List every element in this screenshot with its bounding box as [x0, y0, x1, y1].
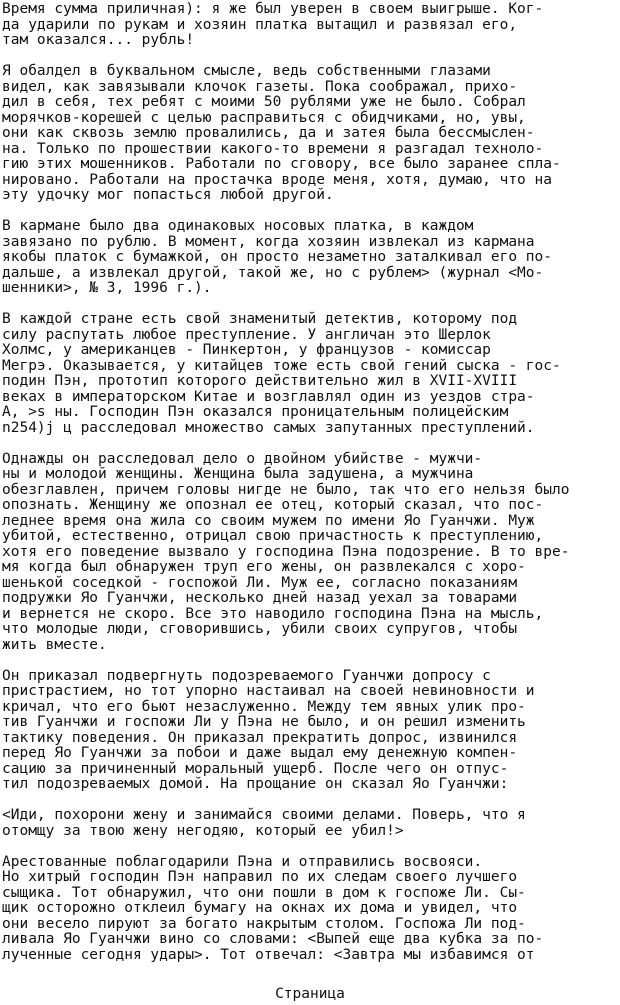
paragraph-gap: [2, 204, 620, 220]
text-line: n254)j ц расследовал множество самых запутанных преступлений.: [2, 419, 535, 436]
text-line: веках в императорском Китае и возглавлял один из уездов стра-: [2, 388, 535, 405]
text-line: пристрастием, но тот упорно настаивал на своей невиновности и: [2, 683, 535, 699]
text-line: сыщика. Тот обнаружил, что они пошли в дом к госпоже Ли. Сы-: [2, 884, 526, 901]
text-line: Однажды он расследовал дело о двойном убийстве - мужчи-: [2, 450, 483, 467]
text-line: завязано по рублю. В момент, когда хозяин извлекал из кармана: [2, 233, 535, 250]
text-line: шенькой соседкой - госпожой Ли. Муж ее, согласно показаниям: [2, 574, 518, 591]
text-line: тил подозреваемых домой. На прощание он сказал Яо Гуанчжи:: [2, 776, 509, 792]
text-line: опознать. Женщину же опознал ее отец, который сказал, что пос-: [2, 497, 544, 513]
text-line: обезглавлен, причем головы нигде не было, так что его нельзя было: [2, 481, 570, 498]
text-line: тактику поведения. Он приказал прекратить допрос, извинился: [2, 729, 518, 746]
text-line: дил в себя, тех ребят с моими 50 рублями уже не было. Собрал: [2, 94, 526, 110]
text-line: тив Гуанчжи и госпожи Ли у Пэна не было, и он решил изменить: [2, 714, 526, 730]
text-line: силу распутать любое преступление. У англичан это Шерлок: [2, 326, 491, 343]
text-line: убитой, естественно, отрицал свою причастность к преступлению,: [2, 528, 544, 544]
paragraph-gap: [2, 49, 620, 65]
text-line: мя когда был обнаружен труп его жены, он развлекался с хоро-: [2, 559, 526, 575]
text-line: щик осторожно отклеил бумагу на окнах их дома и увидел, что: [2, 900, 518, 916]
text-line: на. Только по прошествии какого-то времени я разгадал техноло-: [2, 140, 544, 157]
text-line: Арестованные поблагодарили Пэна и отправились восвояси.: [2, 853, 483, 870]
text-line: жить вместе.: [2, 636, 107, 653]
text-line: ны и молодой женщины. Женщина была задушена, а мужчина: [2, 466, 474, 482]
text-line: Я обалдел в буквальном смысле, ведь собственными глазами: [2, 63, 491, 79]
text-line: В кармане было два одинаковых носовых платка, в каждом: [2, 218, 474, 234]
text-line: Но хитрый господин Пэн направил по их следам своего лучшего: [2, 869, 518, 885]
document-body: [2, 2, 620, 963]
text-line: отомщу за твою жену негодяю, который ее убил!>: [2, 822, 404, 839]
text-line: там оказался... рубль!: [2, 32, 195, 48]
text-line: перед Яо Гуанчжи за побои и даже выдал ему денежную компен-: [2, 745, 518, 761]
text-line: А, >s ны. Господин Пэн оказался проницательным полицейским: [2, 404, 509, 420]
page-footer: Страница: [275, 986, 345, 1002]
text-line: да ударили по рукам и хозяин платка вытащил и развязал его,: [2, 16, 518, 33]
text-line: шенники>, № 3, 1996 г.).: [2, 280, 212, 296]
text-line: они как сквозь землю провалились, да и затея была бессмыслен-: [2, 125, 535, 141]
text-line: ливала Яо Гуанчжи вино со словами: <Выпей еще два кубка за по-: [2, 931, 544, 947]
paragraph-gap: [2, 436, 620, 452]
text-line: <Иди, похорони жену и занимайся своими делами. Поверь, что я: [2, 807, 526, 823]
text-line: хотя его поведение вызвало у господина Пэна подозрение. В то вре-: [2, 543, 570, 560]
text-line: лученные сегодня удары>. Тот отвечал: <Завтра мы избавимся от: [2, 946, 535, 963]
text-line: эту удочку мог попасться любой другой.: [2, 187, 334, 203]
text-line: леднее время она жила со своим мужем по имени Яо Гуанчжи. Муж: [2, 512, 535, 529]
text-line: морячков-корешей с целью расправиться с обидчиками, но, увы,: [2, 109, 526, 126]
text-line: кричал, что его бьют незаслуженно. Между тем явных улик про-: [2, 698, 526, 715]
text-line: нировано. Работали на простачка вроде меня, хотя, думаю, что на: [2, 171, 552, 188]
text-line: якобы платок с бумажкой, он просто незаметно заталкивал его по-: [2, 249, 552, 265]
paragraph-gap: [2, 839, 620, 855]
text-line: видел, как завязывали клочок газеты. Пока соображал, прихо-: [2, 78, 518, 95]
text-line: гию этих мошенников. Работали по сговору, все было заранее спла-: [2, 156, 561, 172]
text-line: Время сумма приличная): я же был уверен в своем выигрыше. Ког-: [2, 1, 544, 17]
text-line: Он приказал подвергнуть подозреваемого Гуанчжи допросу с: [2, 667, 491, 684]
text-line: В каждой стране есть свой знаменитый детектив, которому под: [2, 311, 518, 327]
paragraph-gap: [2, 653, 620, 669]
text-line: Холмс, у американцев - Пинкертон, у французов - комиссар: [2, 342, 491, 358]
text-line: дальше, а извлекал другой, такой же, но с рублем> (журнал <Мо-: [2, 264, 544, 281]
text-line: Мегрэ. Оказывается, у китайцев тоже есть свой гений сыска - гос-: [2, 357, 561, 374]
paragraph-gap: [2, 297, 620, 313]
text-line: и вернется не скоро. Все это наводило господина Пэна на мысль,: [2, 605, 544, 622]
text-line: подин Пэн, прототип которого действительно жил в XVII-XVIII: [2, 373, 518, 389]
text-line: они весело пируют за богато накрытым столом. Госпожа Ли под-: [2, 915, 526, 932]
text-line: что молодые люди, сговорившись, убили своих супругов, чтобы: [2, 621, 518, 637]
paragraph-gap: [2, 793, 620, 809]
text-line: сацию за причиненный моральный ущерб. После чего он отпус-: [2, 760, 509, 777]
text-line: подружки Яо Гуанчжи, несколько дней назад уехал за товарами: [2, 590, 518, 606]
